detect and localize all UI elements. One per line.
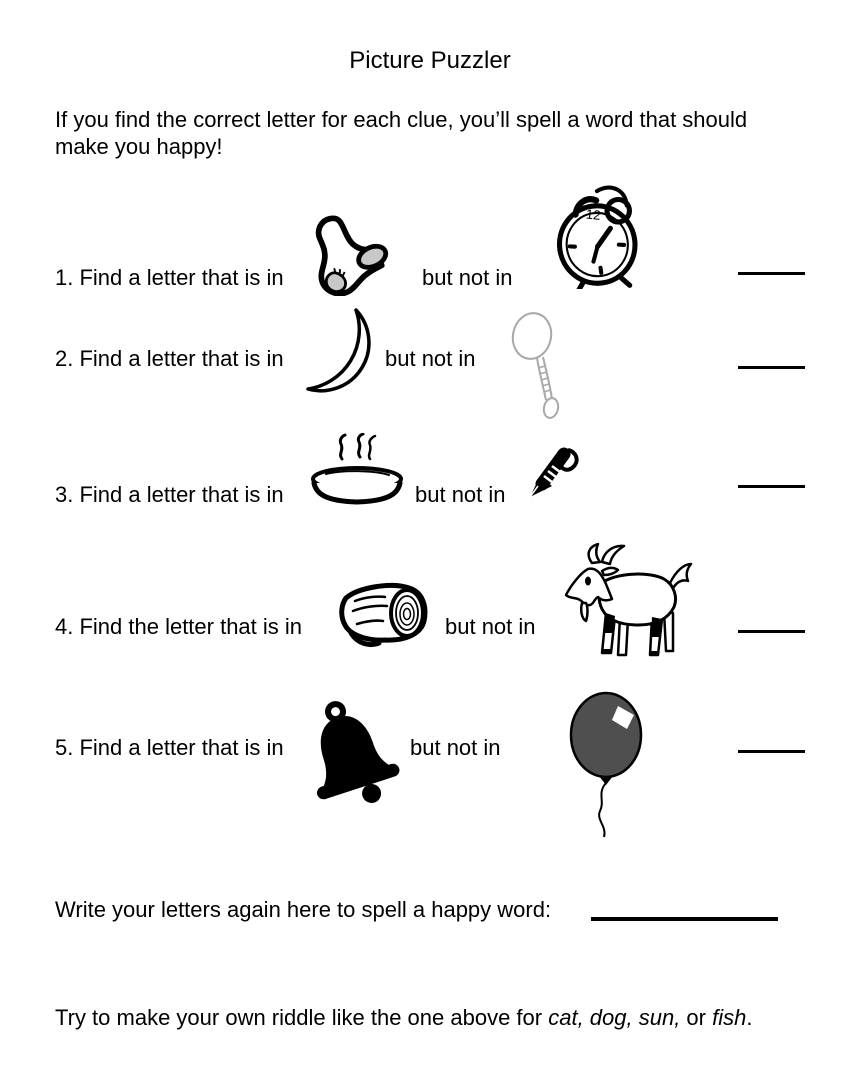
answer-word-blank [591,917,778,921]
page-title: Picture Puzzler [349,47,511,74]
intro-text-line2: make you happy! [55,134,223,159]
clue-2-connector: but not in [385,346,476,371]
clue-3-connector: but not in [415,482,506,507]
pen-icon [524,440,586,503]
clue-2-text: 2. Find a letter that is in [55,346,284,371]
pie-icon [306,433,408,509]
clue-2-answer-blank [738,366,805,369]
clue-1-answer-blank [738,272,805,275]
balloon-icon [566,689,652,839]
clue-3-answer-blank [738,485,805,488]
footer-prefix: Try to make your own riddle like the one above for [55,1005,549,1030]
answer-line-label: Write your letters again here to spell a happy word: [55,897,552,922]
clue-5-text: 5. Find a letter that is in [55,735,284,760]
footer-italic-last: fish [712,1005,747,1030]
alarm-clock-icon [549,183,651,289]
clue-5-answer-blank [738,750,805,753]
footer-text [55,1005,752,1031]
footer-middle: or [680,1005,713,1030]
clue-5-connector: but not in [410,735,501,760]
intro-text-line1: If you find the correct letter for each clue, you’ll spell a word that should [55,107,748,132]
footer-italic-examples: cat, dog, sun, [548,1005,681,1030]
svg-text:12: 12 [585,206,602,223]
moon-icon [296,307,380,397]
clue-1-text: 1. Find a letter that is in [55,265,284,290]
clue-3-text: 3. Find a letter that is in [55,482,284,507]
clue-4-answer-blank [738,630,805,633]
goat-icon [558,543,695,662]
clue-4-text: 4. Find the letter that is in [55,614,303,639]
sock-icon [300,210,395,296]
clue-1-connector: but not in [422,265,513,290]
clue-4-connector: but not in [445,614,536,639]
spoon-icon [508,312,565,420]
log-icon [333,577,433,653]
bell-icon [303,696,400,811]
footer-period: . [746,1005,753,1030]
